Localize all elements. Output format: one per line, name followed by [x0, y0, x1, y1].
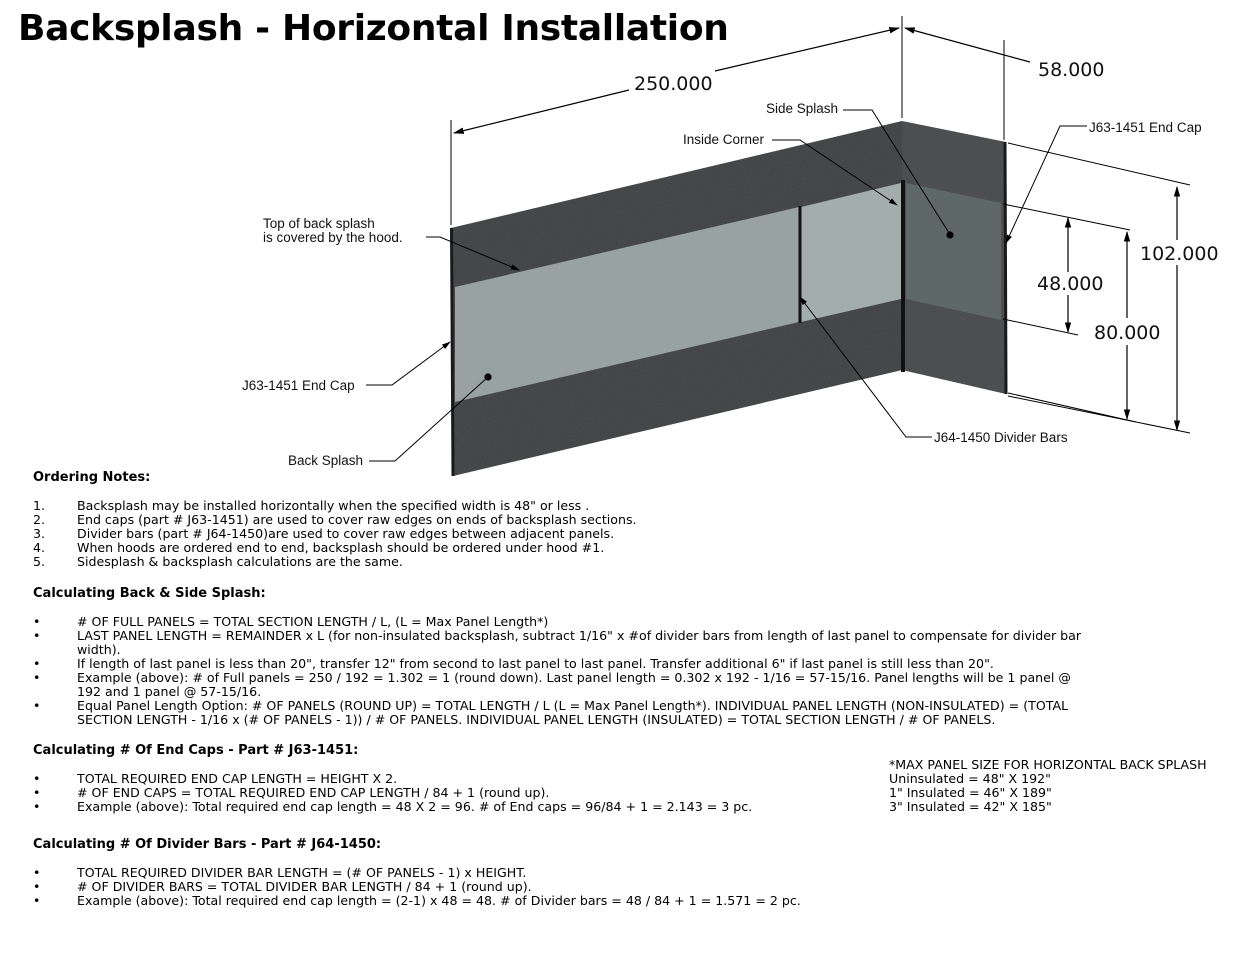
dim-lower-height: 80.000	[1094, 322, 1161, 344]
max-panel-line: 3" Insulated = 42" X 185"	[889, 799, 1052, 814]
ordering-heading: Ordering Notes:	[33, 470, 151, 485]
calc-splash-item: • Example (above): # of Full panels = 250 / 192 = 1.302 = 1 (round down). Last panel length = 0.302 x 192 - 1/16 = 57-15/16. Panel lengths will be 1 panel @ 192 and 1 panel @ 57-15/16.	[33, 670, 1071, 699]
calc-dividers-item: • TOTAL REQUIRED DIVIDER BAR LENGTH = (# OF PANELS - 1) x HEIGHT.	[33, 865, 527, 880]
calc-splash-section	[33, 587, 1083, 727]
label-end-cap-left: J63-1451 End Cap	[242, 378, 355, 393]
label-end-cap-right: J63-1451 End Cap	[1089, 120, 1202, 135]
page-title: Backsplash - Horizontal Installation	[18, 8, 729, 49]
label-top-line1: Top of back splash	[263, 216, 375, 231]
calc-dividers-heading: Calculating # Of Divider Bars - Part # J64-1450:	[33, 837, 382, 852]
label-back-splash: Back Splash	[288, 453, 364, 468]
ordering-item: 3. Divider bars (part # J64-1450)are used to cover raw edges between adjacent panels.	[33, 526, 615, 541]
calc-splash-item: • # OF FULL PANELS = TOTAL SECTION LENGTH / L, (L = Max Panel Length*)	[33, 614, 549, 629]
label-side-splash: Side Splash	[766, 101, 839, 116]
dim-side: 58.000	[1038, 59, 1105, 81]
dim-total-height: 102.000	[1140, 243, 1219, 265]
ordering-item: 4. When hoods are ordered end to end, backsplash should be ordered under hood #1.	[33, 540, 605, 555]
right-end-cap	[1005, 142, 1006, 394]
calc-splash-heading: Calculating Back & Side Splash:	[33, 586, 266, 601]
max-panel-line: 1" Insulated = 46" X 189"	[889, 785, 1052, 800]
back-splash-dot	[484, 373, 491, 380]
calc-endcaps-item: • # OF END CAPS = TOTAL REQUIRED END CAP LENGTH / 84 + 1 (round up).	[33, 785, 550, 800]
ordering-notes	[33, 471, 637, 569]
label-inside-corner: Inside Corner	[683, 132, 765, 147]
calc-endcaps-heading: Calculating # Of End Caps - Part # J63-1451:	[33, 743, 359, 758]
calc-dividers-item: • Example (above): Total required end cap length = (2-1) x 48 = 48. # of Divider bars = 48 / 84 + 1 = 1.571 = 2 pc.	[33, 893, 801, 908]
calc-endcaps-item: • Example (above): Total required end cap length = 48 X 2 = 96. # of End caps = 96/84 + 1 = 2.143 = 3 pc.	[33, 799, 753, 814]
dim-width: 250.000	[634, 73, 713, 95]
back-splash-panel-2	[801, 183, 901, 322]
calc-splash-item: • Equal Panel Length Option: # OF PANELS (ROUND UP) = TOTAL LENGTH / L (L = Max Panel Length*). INDIVIDUAL PANEL LENGTH (NON-INSULATED) = (TOTAL SECTION LENGTH - 1/16 x (# OF PANELS - 1)) / # OF PANELS. INDIVIDUAL PANEL LENGTH (INSULATED) = TOTAL SECTION LENGTH / # OF PANELS.	[33, 698, 1069, 727]
calc-splash-item: • LAST PANEL LENGTH = REMAINDER x L (for non-insulated backsplash, subtract 1/16" x #of divider bars from length of last panel to compensate for divider bar width).	[33, 628, 1082, 657]
calc-endcaps-item: • TOTAL REQUIRED END CAP LENGTH = HEIGHT X 2.	[33, 771, 398, 786]
max-panel-size-note	[889, 758, 1207, 814]
label-divider-bars: J64-1450 Divider Bars	[934, 430, 1068, 445]
calc-dividers-item: • # OF DIVIDER BARS = TOTAL DIVIDER BAR LENGTH / 84 + 1 (round up).	[33, 879, 532, 894]
max-panel-line: Uninsulated = 48" X 192"	[889, 771, 1051, 786]
calc-dividers-section	[33, 838, 801, 908]
calc-endcaps-section	[33, 744, 752, 814]
ordering-item: 2. End caps (part # J63-1451) are used to cover raw edges on ends of backsplash sections.	[33, 512, 637, 527]
dim-panel-height: 48.000	[1037, 273, 1104, 295]
left-end-cap	[452, 228, 454, 476]
ordering-item: 1. Backsplash may be installed horizontally when the specified width is 48" or less .	[33, 498, 590, 513]
ordering-item: 5. Sidesplash & backsplash calculations are the same.	[33, 554, 403, 569]
max-panel-heading: *MAX PANEL SIZE FOR HORIZONTAL BACK SPLASH	[889, 757, 1207, 772]
side-splash-dot	[946, 231, 953, 238]
side-splash-panel	[906, 183, 1001, 320]
label-top-line2: is covered by the hood.	[263, 230, 403, 245]
calc-splash-item: • If length of last panel is less than 20", transfer 12" from second to last panel to last panel. Transfer additional 6" if last panel is still less than 20".	[33, 656, 994, 671]
